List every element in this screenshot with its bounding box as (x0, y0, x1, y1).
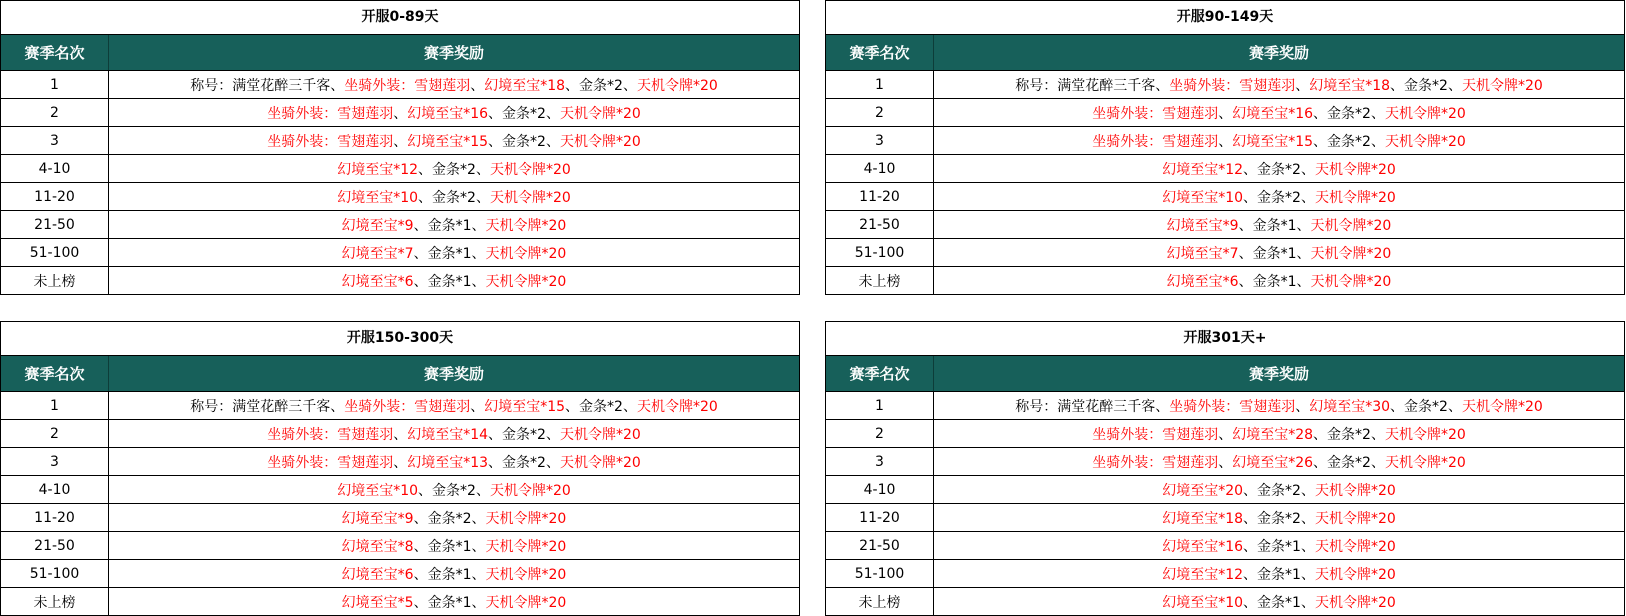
reward-segment: 幻境至宝*12 (1162, 161, 1244, 178)
reward-cell (109, 99, 799, 126)
reward-cell (109, 560, 799, 587)
reward-segment: 幻境至宝*30 (1309, 398, 1391, 415)
reward-cell (109, 420, 799, 447)
reward-segment: 、金条*2、 (1243, 161, 1315, 178)
table-row (826, 419, 1624, 447)
reward-segment: 天机令牌*20 (1384, 133, 1466, 150)
reward-cell (934, 448, 1624, 475)
reward-segment: 、金条*1、 (413, 273, 486, 290)
reward-segment: 幻境至宝*8 (341, 538, 414, 555)
reward-segment: 幻境至宝*6 (1166, 273, 1239, 290)
reward-segment: 、金条*2、 (488, 426, 560, 443)
reward-cell (934, 476, 1624, 503)
rank-cell: 2 (826, 99, 934, 126)
reward-segment: 天机令牌*20 (1461, 77, 1543, 94)
reward-segment: 、金条*2、 (1390, 398, 1462, 415)
reward-segment: 幻境至宝*16 (407, 105, 489, 122)
reward-segment: 坐骑外装：雪翅莲羽 (1092, 105, 1219, 122)
reward-cell (109, 183, 799, 210)
table-row (826, 447, 1624, 475)
table-row (826, 210, 1624, 238)
reward-cell (934, 504, 1624, 531)
table-row (826, 182, 1624, 210)
reward-cell (109, 155, 799, 182)
rank-cell: 21-50 (1, 532, 109, 559)
table-row (1, 154, 799, 182)
reward-segment: 、 (393, 133, 408, 150)
reward-segment: 、金条*1、 (413, 538, 486, 555)
rank-cell: 4-10 (826, 155, 934, 182)
reward-segment: 幻境至宝*15 (407, 133, 489, 150)
table-row (1, 419, 799, 447)
table-row (826, 391, 1624, 419)
reward-segment: 天机令牌*20 (1310, 245, 1392, 262)
reward-segment: 天机令牌*20 (559, 133, 641, 150)
reward-segment: 天机令牌*20 (489, 482, 571, 499)
reward-segment: 、 (470, 77, 485, 94)
reward-segment: 幻境至宝*7 (341, 245, 414, 262)
reward-segment: 、 (1218, 454, 1233, 471)
reward-segment: 、金条*2、 (1243, 510, 1315, 527)
rank-cell: 51-100 (826, 560, 934, 587)
reward-segment: 幻境至宝*5 (341, 594, 414, 611)
reward-segment: 、金条*2、 (565, 398, 637, 415)
rank-cell: 2 (1, 420, 109, 447)
table-row (1, 531, 799, 559)
reward-segment: 幻境至宝*10 (1162, 594, 1244, 611)
reward-segment: 幻境至宝*12 (1162, 566, 1244, 583)
reward-segment: 坐骑外装：雪翅莲羽 (267, 454, 394, 471)
reward-segment: 幻境至宝*15 (1232, 133, 1314, 150)
reward-segment: 幻境至宝*13 (407, 454, 489, 471)
column-header-reward: 赛季奖励 (1248, 44, 1309, 62)
reward-segment: 天机令牌*20 (485, 594, 567, 611)
reward-segment: 天机令牌*20 (1314, 566, 1396, 583)
reward-cell (109, 392, 799, 419)
reward-segment: 幻境至宝*20 (1162, 482, 1244, 499)
reward-segment: 、金条*2、 (1313, 426, 1385, 443)
table-row (1, 503, 799, 531)
table-row (1, 447, 799, 475)
rank-cell: 1 (826, 71, 934, 98)
reward-segment: 、 (1218, 105, 1233, 122)
reward-cell (109, 504, 799, 531)
reward-segment: 、 (330, 77, 345, 94)
reward-segment: 幻境至宝*26 (1232, 454, 1314, 471)
table-row (826, 559, 1624, 587)
reward-segment: 坐骑外装：雪翅莲羽 (1092, 426, 1219, 443)
rank-cell: 未上榜 (1, 267, 109, 294)
reward-segment: 幻境至宝*15 (484, 398, 566, 415)
reward-cell (109, 127, 799, 154)
reward-segment: 天机令牌*20 (1314, 161, 1396, 178)
reward-segment: 坐骑外装：雪翅莲羽 (344, 398, 471, 415)
reward-segment: 幻境至宝*16 (1162, 538, 1244, 555)
table-row (1, 266, 799, 294)
reward-segment: 幻境至宝*6 (341, 273, 414, 290)
column-header-reward: 赛季奖励 (423, 44, 484, 62)
reward-segment: 、 (393, 105, 408, 122)
reward-segment: 天机令牌*20 (1314, 538, 1396, 555)
reward-segment: 天机令牌*20 (489, 161, 571, 178)
table-row (826, 503, 1624, 531)
reward-cell (109, 476, 799, 503)
column-header-rank: 赛季名次 (826, 35, 934, 70)
reward-segment: 幻境至宝*18 (484, 77, 566, 94)
rank-cell: 3 (826, 448, 934, 475)
reward-cell (934, 211, 1624, 238)
reward-segment: 、 (1155, 398, 1170, 415)
table-row (826, 531, 1624, 559)
reward-segment: 天机令牌*20 (485, 245, 567, 262)
rank-cell: 51-100 (1, 239, 109, 266)
table-row (826, 238, 1624, 266)
table-row (826, 70, 1624, 98)
reward-segment: 、金条*2、 (488, 454, 560, 471)
reward-segment: 坐骑外装：雪翅莲羽 (1169, 77, 1296, 94)
reward-segment: 、金条*2、 (413, 510, 486, 527)
reward-segment: 天机令牌*20 (485, 273, 567, 290)
reward-segment: 、金条*1、 (1243, 566, 1315, 583)
reward-segment: 、 (1295, 77, 1310, 94)
column-header-rank: 赛季名次 (1, 35, 109, 70)
reward-segment: 幻境至宝*10 (337, 189, 419, 206)
reward-cell (934, 588, 1624, 615)
reward-segment: 天机令牌*20 (485, 538, 567, 555)
reward-segment: 天机令牌*20 (489, 189, 571, 206)
column-header-reward: 赛季奖励 (1248, 365, 1309, 383)
reward-cell (934, 420, 1624, 447)
table-row (1, 475, 799, 503)
rank-cell: 51-100 (826, 239, 934, 266)
rank-cell: 1 (1, 392, 109, 419)
rank-cell: 3 (826, 127, 934, 154)
reward-cell (934, 560, 1624, 587)
reward-cell (934, 99, 1624, 126)
reward-segment: 、金条*1、 (1243, 594, 1315, 611)
table-row (1, 126, 799, 154)
reward-cell (109, 211, 799, 238)
reward-segment: 称号：满堂花醉三千客 (1015, 77, 1156, 94)
rank-cell: 未上榜 (826, 588, 934, 615)
reward-segment: 幻境至宝*9 (341, 217, 414, 234)
reward-table (825, 321, 1625, 616)
table-row (1, 559, 799, 587)
reward-segment: 、金条*2、 (488, 105, 560, 122)
reward-cell (934, 392, 1624, 419)
reward-segment: 、 (470, 398, 485, 415)
reward-segment: 、金条*2、 (418, 161, 490, 178)
reward-cell (109, 239, 799, 266)
table-row (1, 587, 799, 615)
reward-segment: 坐骑外装：雪翅莲羽 (267, 105, 394, 122)
reward-segment: 、金条*2、 (1313, 133, 1385, 150)
table-row (1, 238, 799, 266)
table-row (826, 266, 1624, 294)
table-row (826, 587, 1624, 615)
reward-segment: 称号：满堂花醉三千客 (1015, 398, 1156, 415)
reward-segment: 天机令牌*20 (1314, 482, 1396, 499)
reward-segment: 天机令牌*20 (485, 510, 567, 527)
reward-cell (934, 127, 1624, 154)
rank-cell: 11-20 (826, 183, 934, 210)
reward-cell (934, 155, 1624, 182)
rank-cell: 1 (1, 71, 109, 98)
rank-cell: 11-20 (1, 183, 109, 210)
reward-segment: 、金条*1、 (1243, 538, 1315, 555)
reward-segment: 天机令牌*20 (636, 77, 718, 94)
reward-cell (934, 239, 1624, 266)
rank-cell: 21-50 (826, 532, 934, 559)
rank-cell: 2 (826, 420, 934, 447)
rank-cell: 未上榜 (826, 267, 934, 294)
reward-segment: 坐骑外装：雪翅莲羽 (1092, 454, 1219, 471)
reward-cell (109, 267, 799, 294)
table-row (826, 98, 1624, 126)
reward-segment: 天机令牌*20 (559, 454, 641, 471)
reward-segment: 坐骑外装：雪翅莲羽 (1169, 398, 1296, 415)
table-row (1, 98, 799, 126)
rank-cell: 21-50 (1, 211, 109, 238)
reward-segment: 幻境至宝*9 (1166, 217, 1239, 234)
rank-cell: 51-100 (1, 560, 109, 587)
reward-segment: 、 (1155, 77, 1170, 94)
reward-table (0, 0, 800, 295)
reward-table (825, 0, 1625, 295)
reward-cell (109, 532, 799, 559)
reward-cell (934, 183, 1624, 210)
reward-segment: 幻境至宝*10 (337, 482, 419, 499)
reward-segment: 、金条*2、 (418, 189, 490, 206)
column-header-reward: 赛季奖励 (423, 365, 484, 383)
reward-segment: 幻境至宝*18 (1309, 77, 1391, 94)
reward-segment: 天机令牌*20 (1314, 510, 1396, 527)
reward-segment: 、金条*1、 (413, 594, 486, 611)
reward-segment: 坐骑外装：雪翅莲羽 (267, 426, 394, 443)
reward-segment: 天机令牌*20 (1310, 217, 1392, 234)
reward-segment: 、金条*1、 (413, 566, 486, 583)
table-row (1, 182, 799, 210)
reward-segment: 天机令牌*20 (1384, 454, 1466, 471)
rank-cell: 21-50 (826, 211, 934, 238)
table-header (1, 35, 799, 70)
reward-segment: 、金条*2、 (1243, 189, 1315, 206)
reward-cell (934, 532, 1624, 559)
rank-cell: 11-20 (826, 504, 934, 531)
reward-segment: 、 (393, 454, 408, 471)
rank-cell: 11-20 (1, 504, 109, 531)
reward-segment: 天机令牌*20 (636, 398, 718, 415)
reward-segment: 、 (393, 426, 408, 443)
reward-cell (109, 71, 799, 98)
table-row (1, 210, 799, 238)
table-title: 开服150-300天 (1, 322, 799, 356)
rank-cell: 4-10 (826, 476, 934, 503)
table-row (826, 154, 1624, 182)
reward-segment: 、金条*2、 (1390, 77, 1462, 94)
reward-segment: 坐骑外装：雪翅莲羽 (1092, 133, 1219, 150)
reward-segment: 幻境至宝*7 (1166, 245, 1239, 262)
reward-segment: 坐骑外装：雪翅莲羽 (344, 77, 471, 94)
reward-segment: 幻境至宝*12 (337, 161, 419, 178)
reward-segment: 称号：满堂花醉三千客 (190, 77, 331, 94)
reward-segment: 、金条*2、 (1243, 482, 1315, 499)
reward-segment: 天机令牌*20 (1310, 273, 1392, 290)
rank-cell: 3 (1, 448, 109, 475)
reward-segment: 、金条*1、 (1238, 245, 1311, 262)
reward-segment: 称号：满堂花醉三千客 (190, 398, 331, 415)
rank-cell: 2 (1, 99, 109, 126)
reward-segment: 幻境至宝*16 (1232, 105, 1314, 122)
table-header (1, 356, 799, 391)
reward-segment: 天机令牌*20 (559, 105, 641, 122)
reward-segment: 幻境至宝*18 (1162, 510, 1244, 527)
reward-segment: 天机令牌*20 (1314, 594, 1396, 611)
reward-cell (934, 71, 1624, 98)
reward-segment: 天机令牌*20 (1314, 189, 1396, 206)
reward-segment: 坐骑外装：雪翅莲羽 (267, 133, 394, 150)
reward-segment: 、金条*1、 (413, 245, 486, 262)
reward-segment: 、金条*1、 (413, 217, 486, 234)
reward-cell (109, 448, 799, 475)
reward-segment: 、金条*2、 (1313, 454, 1385, 471)
reward-segment: 、 (330, 398, 345, 415)
table-title: 开服0-89天 (1, 1, 799, 35)
reward-segment: 、 (1218, 133, 1233, 150)
table-row (1, 70, 799, 98)
reward-segment: 、 (1218, 426, 1233, 443)
reward-cell (109, 588, 799, 615)
rank-cell: 未上榜 (1, 588, 109, 615)
reward-segment: 天机令牌*20 (485, 217, 567, 234)
rank-cell: 3 (1, 127, 109, 154)
reward-table (0, 321, 800, 616)
reward-segment: 幻境至宝*14 (407, 426, 489, 443)
reward-segment: 天机令牌*20 (1461, 398, 1543, 415)
reward-segment: 天机令牌*20 (485, 566, 567, 583)
reward-segment: 幻境至宝*10 (1162, 189, 1244, 206)
reward-segment: 天机令牌*20 (1384, 105, 1466, 122)
table-header (826, 35, 1624, 70)
reward-segment: 幻境至宝*28 (1232, 426, 1314, 443)
table-title: 开服90-149天 (826, 1, 1624, 35)
reward-segment: 、金条*1、 (1238, 273, 1311, 290)
table-row (826, 126, 1624, 154)
reward-segment: 、金条*2、 (1313, 105, 1385, 122)
table-header (826, 356, 1624, 391)
reward-segment: 、金条*2、 (418, 482, 490, 499)
rank-cell: 4-10 (1, 155, 109, 182)
reward-segment: 幻境至宝*9 (341, 510, 414, 527)
reward-cell (934, 267, 1624, 294)
table-row (826, 475, 1624, 503)
column-header-rank: 赛季名次 (826, 356, 934, 391)
reward-segment: 天机令牌*20 (559, 426, 641, 443)
rank-cell: 4-10 (1, 476, 109, 503)
reward-segment: 幻境至宝*6 (341, 566, 414, 583)
column-header-rank: 赛季名次 (1, 356, 109, 391)
reward-segment: 、金条*2、 (488, 133, 560, 150)
reward-segment: 、金条*1、 (1238, 217, 1311, 234)
reward-segment: 、金条*2、 (565, 77, 637, 94)
table-row (1, 391, 799, 419)
rank-cell: 1 (826, 392, 934, 419)
reward-segment: 天机令牌*20 (1384, 426, 1466, 443)
table-title: 开服301天+ (826, 322, 1624, 356)
reward-segment: 、 (1295, 398, 1310, 415)
